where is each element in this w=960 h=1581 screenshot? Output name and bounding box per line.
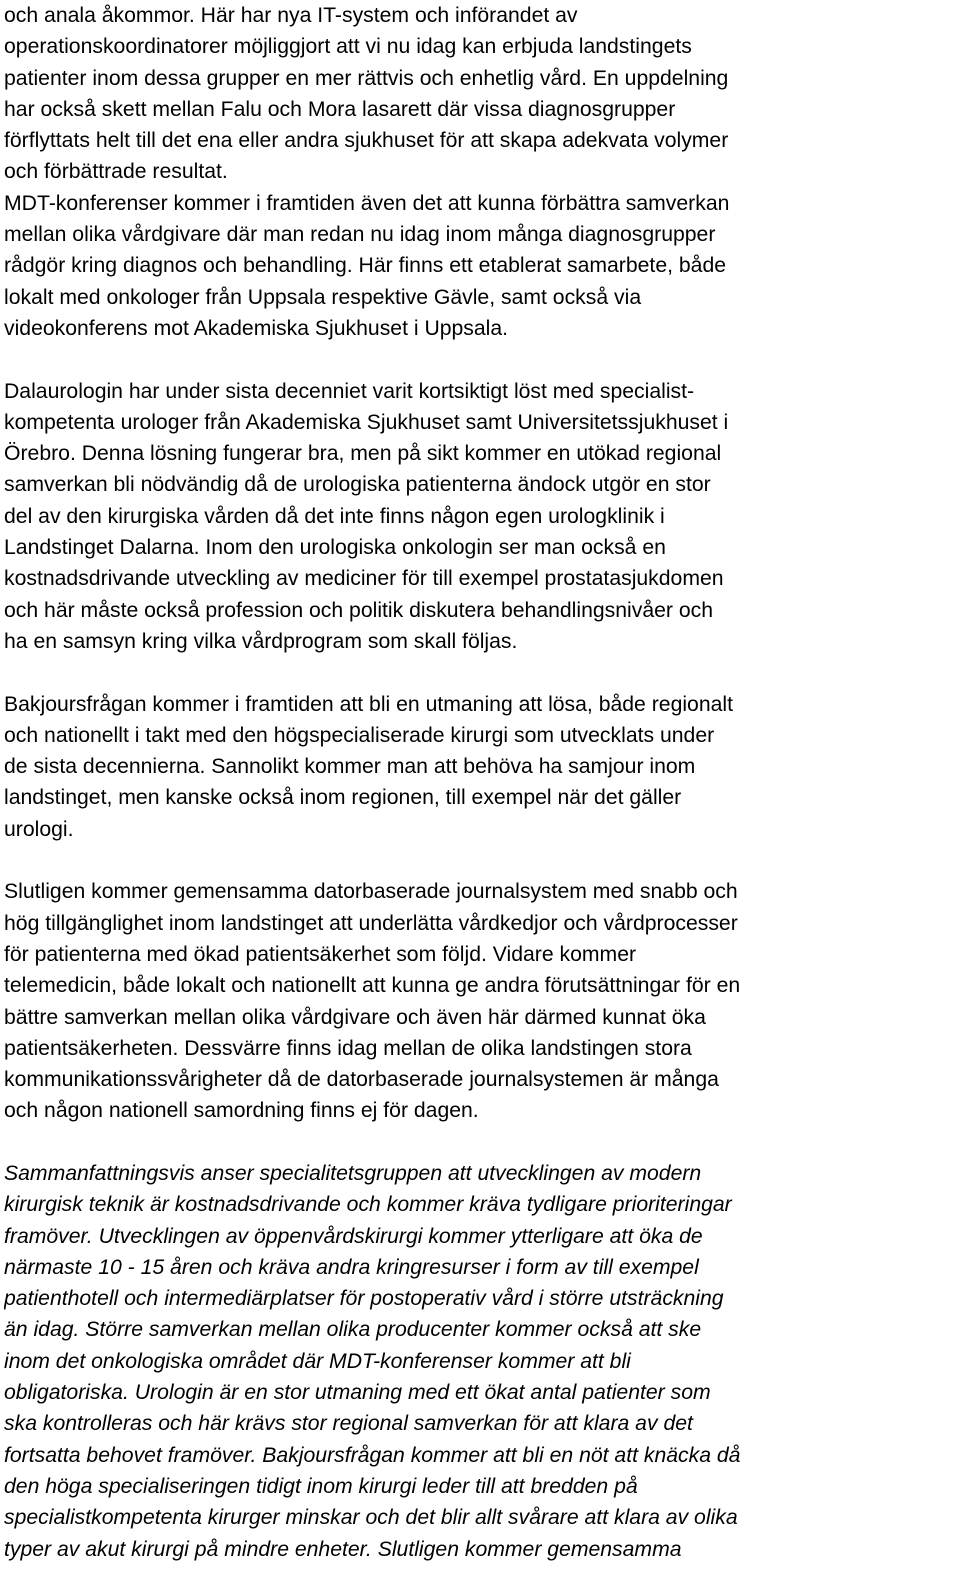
- text-line: har också skett mellan Falu och Mora lasarett där vissa diagnosgrupper: [4, 97, 676, 121]
- text-line: den höga specialiseringen tidigt inom kirurgi leder till att bredden på: [4, 1474, 638, 1498]
- text-line: patientsäkerheten. Dessvärre finns idag mellan de olika landstingen stora: [4, 1036, 692, 1060]
- paragraph-urology: [4, 376, 956, 658]
- text-line: bättre samverkan mellan olika vårdgivare och även här därmed kunnat öka: [4, 1005, 706, 1029]
- text-line: och här måste också profession och politik diskutera behandlingsnivåer och: [4, 598, 714, 622]
- text-line: ska kontrolleras och här krävs stor regional samverkan för att klara av det: [4, 1412, 693, 1436]
- text-line: Bakjoursfrågan kommer i framtiden att bli en utmaning att lösa, både regionalt: [4, 692, 734, 716]
- text-line: kostnadsdrivande utveckling av mediciner för till exempel prostatasjukdomen: [4, 567, 724, 591]
- paragraph-journal-systems: [4, 876, 956, 1126]
- text-line: typer av akut kirurgi på mindre enheter. Slutligen kommer gemensamma: [4, 1537, 682, 1561]
- text-line: för patienterna med ökad patientsäkerhet som följd. Vidare kommer: [4, 942, 637, 966]
- text-line: och förbättrade resultat.: [4, 160, 228, 184]
- text-line: lokalt med onkologer från Uppsala respektive Gävle, samt också via: [4, 285, 642, 309]
- text-line: och någon nationell samordning finns ej för dagen.: [4, 1099, 479, 1123]
- text-line: landstinget, men kanske också inom regionen, till exempel när det gäller: [4, 786, 682, 810]
- text-line: patienter inom dessa grupper en mer rättvis och enhetlig vård. En uppdelning: [4, 66, 729, 90]
- text-line: framöver. Utvecklingen av öppenvårdskirurgi kommer ytterligare att öka de: [4, 1224, 703, 1248]
- text-line: rådgör kring diagnos och behandling. Här finns ett etablerat samarbete, både: [4, 254, 727, 278]
- text-line: fortsatta behovet framöver. Bakjoursfrågan kommer att bli en nöt att knäcka då: [4, 1443, 741, 1467]
- text-line: inom det onkologiska området där MDT-konferenser kommer att bli: [4, 1349, 631, 1373]
- text-line: Dalaurologin har under sista decenniet varit kortsiktigt löst med specialist-: [4, 379, 695, 403]
- paragraph-gap: [4, 1127, 956, 1158]
- text-line: kommunikationssvårigheter då de datorbaserade journalsystemen är många: [4, 1068, 719, 1092]
- text-line: mellan olika vårdgivare där man redan nu idag inom många diagnosgrupper: [4, 223, 716, 247]
- text-line: närmaste 10 - 15 åren och kräva andra kringresurser i form av till exempel: [4, 1255, 699, 1279]
- text-line: kompetenta urologer från Akademiska Sjukhuset samt Universitetssjukhuset i: [4, 410, 729, 434]
- text-line: än idag. Större samverkan mellan olika producenter kommer också att ske: [4, 1318, 702, 1342]
- text-line: samverkan bli nödvändig då de urologiska patienterna ändock utgör en stor: [4, 473, 711, 497]
- text-line: obligatoriska. Urologin är en stor utmaning med ett ökat antal patienter som: [4, 1381, 711, 1405]
- text-line: Slutligen kommer gemensamma datorbaserade journalsystem med snabb och: [4, 880, 738, 904]
- text-line: Örebro. Denna lösning fungerar bra, men på sikt kommer en utökad regional: [4, 442, 722, 466]
- text-line: Landstinget Dalarna. Inom den urologiska onkologin ser man också en: [4, 536, 666, 560]
- text-line: MDT-konferenser kommer i framtiden även det att kunna förbättra samverkan: [4, 191, 730, 215]
- text-line: kirurgisk teknik är kostnadsdrivande och kommer kräva tydligare prioriteringar: [4, 1193, 732, 1217]
- paragraph-gap: [4, 344, 956, 375]
- document-page: [4, 0, 956, 1581]
- text-line: operationskoordinatorer möjliggjort att vi nu idag kan erbjuda landstingets: [4, 35, 692, 59]
- text-line: videokonferens mot Akademiska Sjukhuset i Uppsala.: [4, 316, 509, 340]
- paragraph-gap: [4, 657, 956, 688]
- text-line: specialistkompetenta kirurger minskar och det blir allt svårare att klara av olika: [4, 1506, 738, 1530]
- paragraph-gap: [4, 845, 956, 876]
- text-line: hög tillgänglighet inom landstinget att underlätta vårdkedjor och vårdprocesser: [4, 911, 738, 935]
- text-line: Sammanfattningsvis anser specialitetsgruppen att utvecklingen av modern: [4, 1161, 702, 1185]
- text-line: urologi.: [4, 817, 74, 841]
- paragraph-backup-duty: [4, 689, 956, 845]
- text-line: och anala åkommor. Här har nya IT-system och införandet av: [4, 4, 578, 27]
- text-line: telemedicin, både lokalt och nationellt att kunna ge andra förutsättningar för en: [4, 974, 741, 998]
- text-line: ha en samsyn kring vilka vårdprogram som skall följas.: [4, 629, 518, 653]
- paragraph-it-systems: [4, 0, 956, 344]
- text-line: förflyttats helt till det ena eller andra sjukhuset för att skapa adekvata volymer: [4, 129, 729, 153]
- text-line: patienthotell och intermediärplatser för postoperativ vård i större utsträckning: [4, 1287, 724, 1311]
- text-line: och nationellt i takt med den högspecialiserade kirurgi som utvecklats under: [4, 723, 715, 747]
- text-line: de sista decennierna. Sannolikt kommer man att behöva ha samjour inom: [4, 755, 696, 779]
- text-line: del av den kirurgiska vården då det inte finns någon egen urologklinik i: [4, 504, 665, 528]
- paragraph-summary: [4, 1158, 956, 1565]
